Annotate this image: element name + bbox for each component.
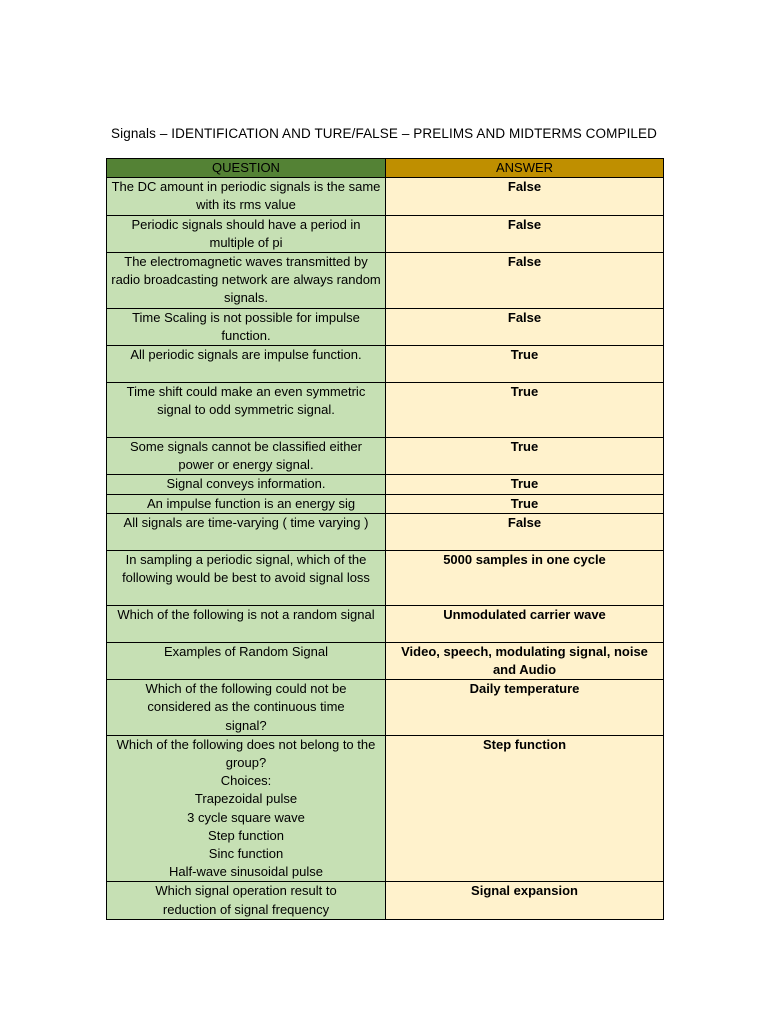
question-cell: Some signals cannot be classified either power or energy signal.: [107, 438, 386, 475]
table-row: [107, 346, 664, 383]
answer-cell: True: [386, 494, 664, 513]
answer-cell: 5000 samples in one cycle: [386, 550, 664, 605]
table-row: [107, 494, 664, 513]
document-title: Signals – IDENTIFICATION AND TURE/FALSE – PRELIMS AND MIDTERMS COMPILED: [111, 126, 657, 141]
table-row: [107, 882, 664, 919]
answer-cell: Step function: [386, 735, 664, 882]
answer-cell: True: [386, 438, 664, 475]
question-column-header: QUESTION: [107, 159, 386, 178]
choice-item: Trapezoidal pulse: [194, 791, 298, 807]
answer-cell: Unmodulated carrier wave: [386, 605, 664, 642]
question-cell: In sampling a periodic signal, which of the following would be best to avoid signal loss: [107, 550, 386, 605]
question-cell: Which signal operation result to reduction of signal frequency: [107, 882, 386, 919]
answer-cell: True: [386, 475, 664, 494]
choice-item: Sinc function: [208, 846, 284, 862]
question-cell: All periodic signals are impulse function.: [107, 346, 386, 383]
table-row: [107, 383, 664, 438]
answer-cell: True: [386, 383, 664, 438]
choices-label: Choices:: [220, 773, 272, 789]
answer-cell: Daily temperature: [386, 680, 664, 736]
table-row: [107, 475, 664, 494]
question-cell: The DC amount in periodic signals is the same with its rms value: [107, 178, 386, 215]
table-row: [107, 438, 664, 475]
table-row: [107, 308, 664, 345]
table-row: [107, 215, 664, 252]
question-cell: An impulse function is an energy sig: [107, 494, 386, 513]
question-cell: Which of the following is not a random signal: [107, 605, 386, 642]
answer-cell: Signal expansion: [386, 882, 664, 919]
answer-column-header: ANSWER: [386, 159, 664, 178]
table-row: [107, 605, 664, 642]
choice-item: Half-wave sinusoidal pulse: [169, 864, 323, 880]
answer-cell: False: [386, 513, 664, 550]
question-cell: Which of the following could not be considered as the continuous time signal?: [107, 680, 386, 736]
answer-cell: True: [386, 346, 664, 383]
choice-item: 3 cycle square wave: [187, 809, 305, 825]
question-cell: The electromagnetic waves transmitted by radio broadcasting network are always random signals.: [107, 253, 386, 309]
question-cell: Signal conveys information.: [107, 475, 386, 494]
answer-cell: False: [386, 178, 664, 215]
table-row: [107, 735, 664, 882]
answer-cell: Video, speech, modulating signal, noise and Audio: [386, 642, 664, 679]
question-cell: All signals are time-varying ( time varying ): [107, 513, 386, 550]
table-row: [107, 253, 664, 309]
table-header-row: [107, 159, 664, 178]
table-row: [107, 513, 664, 550]
question-cell: Periodic signals should have a period in multiple of pi: [107, 215, 386, 252]
question-cell: [107, 735, 386, 882]
question-text: Which of the following does not belong to the group?: [116, 736, 376, 771]
choice-item: Step function: [208, 827, 284, 843]
answer-cell: False: [386, 215, 664, 252]
answer-cell: False: [386, 308, 664, 345]
answer-cell: False: [386, 253, 664, 309]
table-row: [107, 550, 664, 605]
qa-table: [106, 158, 664, 920]
table-row: [107, 642, 664, 679]
table-row: [107, 680, 664, 736]
question-cell: Time shift could make an even symmetric signal to odd symmetric signal.: [107, 383, 386, 438]
table-row: [107, 178, 664, 215]
question-cell: Time Scaling is not possible for impulse function.: [107, 308, 386, 345]
question-cell: Examples of Random Signal: [107, 642, 386, 679]
